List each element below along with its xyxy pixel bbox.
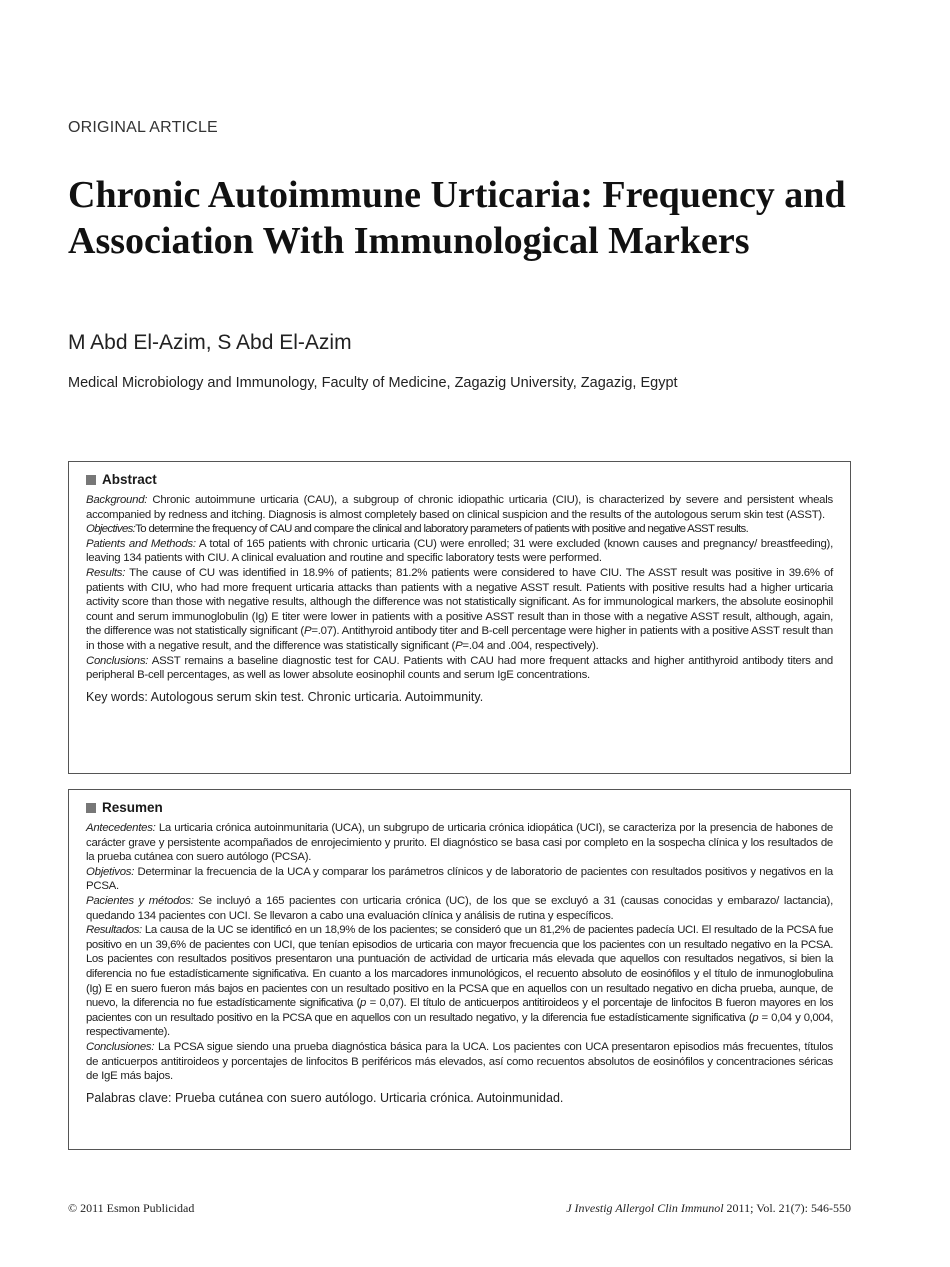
abstract-box [68, 461, 851, 774]
abstract-keywords [86, 689, 833, 705]
footer-citation [566, 1201, 851, 1216]
abstract-keywords-label: Key words: [86, 689, 148, 704]
abstract-conclusions-label: Conclusions: [86, 654, 149, 667]
abstract-methods-text: A total of 165 patients with chronic urticaria (CU) were enrolled; 31 were excluded (known causes and pregnancy/ breastfeeding), leaving 134 patients with CIU. A clinical evaluation and routine and specific laboratory tests were performed. [86, 537, 833, 565]
abstract-conclusions-text: ASST remains a baseline diagnostic test for CAU. Patients with CAU had more frequent attacks and higher antithyroid antibody titers and peripheral B-cell percentages, as well as lower absolute eosinophil counts and serum IgE concentrations. [86, 654, 833, 682]
abstract-keywords-text: Autologous serum skin test. Chronic urticaria. Autoimmunity. [150, 689, 484, 704]
resumen-metodos-label: Pacientes y métodos: [86, 894, 194, 907]
abstract-heading [86, 472, 833, 487]
abstract-results-p-1: P [303, 625, 312, 638]
abstract-background-label: Background: [86, 494, 148, 506]
resumen-objetivos-label: Objetivos: [86, 865, 135, 878]
abstract-results-text-1: The cause of CU was identified in 18.9% of patients; 81.2% patients were considered to have CIU. The ASST result was positive in 39.6% of patients with CIU, who had more frequent urticaria attacks than patients with a negative ASST result. Patients with positive results had a higher urticaria activity score than those with negative results, although the difference was not statistically significant. As for immunological markers, the absolute eosinophil count and serum immunoglobulin (Ig) E titer were lower in patients with a positive ASST result than in those with a negative ASST result, although, again, the difference was not statistically significant ( [86, 566, 833, 638]
resumen-resultados-p-2: p [752, 1011, 759, 1024]
resumen-keywords-label: Palabras clave: [86, 1090, 172, 1105]
resumen-conclusiones-label: Conclusiones: [86, 1040, 155, 1053]
resumen-antecedentes-label: Antecedentes: [86, 822, 156, 834]
resumen-objetivos [86, 865, 833, 894]
resumen-keywords [86, 1090, 833, 1106]
resumen-resultados-text-1: La causa de la UC se identificó en un 18,9% de los pacientes; se consideró que un 81,2% de pacientes padecía UCI. El resultado de la PCSA fue positivo en un 39,6% de pacientes con UCI, que tenían episodios de urticaria con mayor frecuencia que los pacientes con un resultado negativo en la PCSA. Los pacientes con resultados positivos presentaron una puntuación de actividad de urticaria más elevada que aquellos con resultados negativos, si bien la diferencia no fue estadísticamente significativa. En cuanto a los marcadores inmunológicos, el recuento absoluto de eosinófilos y el título de inmunoglobulina (Ig) E en suero fueron más bajos en pacientes con un resultado positivo en la PCSA que en aquellos con un resultado negativo en dicha prueba, aunque, de nuevo, la diferencia no fue estadísticamente significativa ( [86, 924, 834, 1010]
footer-journal-name: J Investig Allergol Clin Immunol [566, 1201, 724, 1215]
resumen-conclusiones [86, 1040, 833, 1084]
resumen-heading-text: Resumen [102, 800, 163, 815]
abstract-results-p-2: P [455, 639, 463, 652]
resumen-antecedentes-text: La urticaria crónica autoinmunitaria (UCA), un subgrupo de urticaria crónica idiopática (UCI), se caracteriza por la presencia de habones de carácter grave y persistente acompañados de enrojecimiento y prurito. El diagnóstico se basa casi por completo en la sospecha clínica y los resultados de la prueba cutánea con suero autólogo (PCSA). [86, 822, 834, 864]
resumen-box [68, 789, 851, 1150]
resumen-antecedentes [86, 821, 833, 865]
resumen-objetivos-text: Determinar la frecuencia de la UCA y comparar los parámetros clínicos y de laboratorio de pacientes con resultados positivos y negativos en la PCSA. [86, 865, 834, 893]
article-affiliation: Medical Microbiology and Immunology, Faculty of Medicine, Zagazig University, Zagazig, Egypt [68, 375, 678, 391]
resumen-resultados-text-3: = 0,04 y 0,004, respectivamente). [86, 1011, 833, 1039]
abstract-results-label: Results: [86, 566, 126, 579]
footer-citation-text: 2011; Vol. 21(7): 546-550 [723, 1201, 851, 1215]
resumen-resultados-text-2: = 0,07). El título de anticuerpos antitiroideos y el porcentaje de linfocitos B fueron mayores en los pacientes con un resultado positivo en la PCSA que en aquellos con un resultado negativo, y la diferencia fue estadísticamente significativa ( [86, 997, 833, 1024]
resumen-metodos [86, 894, 833, 923]
abstract-heading-text: Abstract [102, 472, 157, 487]
resumen-resultados-p-1: p [360, 997, 366, 1010]
abstract-conclusions [86, 654, 833, 683]
article-section-label: ORIGINAL ARTICLE [68, 119, 218, 136]
abstract-objectives [86, 522, 833, 537]
abstract-results-text-2: =.07). Antithyroid antibody titer and B-cell percentage were higher in patients with a positive ASST result than in those with a negative result, and the difference was statistically significant ( [86, 625, 833, 652]
footer-copyright: © 2011 Esmon Publicidad [68, 1201, 195, 1215]
abstract-background [86, 493, 833, 522]
abstract-methods-label: Patients and Methods: [86, 537, 196, 550]
article-authors: M Abd El-Azim, S Abd El-Azim [68, 331, 352, 354]
resumen-keywords-text: Prueba cutánea con suero autólogo. Urticaria crónica. Autoinmunidad. [174, 1090, 564, 1105]
abstract-results [86, 566, 833, 654]
resumen-heading [86, 800, 833, 815]
square-bullet-icon [86, 803, 96, 813]
resumen-metodos-text: Se incluyó a 165 pacientes con urticaria crónica (UC), de los que se excluyó a 31 (causas conocidas y embarazo/ lactancia), quedando 134 pacientes con UCI. Se llevaron a cabo una evaluación clínica y análisis de rutina y específicos. [86, 894, 834, 922]
article-title: Chronic Autoimmune Urticaria: Frequency and Association With Immunological Markers [68, 174, 846, 262]
resumen-resultados-label: Resultados: [86, 924, 142, 937]
abstract-background-text: Chronic autoimmune urticaria (CAU), a subgroup of chronic idiopathic urticaria (CIU), is characterized by severe and persistent wheals accompanied by redness and itching. Diagnosis is almost completely based on clinical suspicion and the results of the autologous serum skin test (ASST). [86, 494, 833, 521]
abstract-results-text-3: =.04 and .004, respectively). [462, 639, 599, 652]
abstract-methods [86, 537, 833, 566]
square-bullet-icon [86, 475, 96, 485]
resumen-resultados [86, 923, 833, 1040]
resumen-conclusiones-text: La PCSA sigue siendo una prueba diagnóstica básica para la UCA. Los pacientes con UCA presentaron episodios más frecuentes, títulos de anticuerpos antitiroideos y porcentajes de linfocitos B periféricos más elevados, así como recuentos absolutos de eosinófilos y concentraciones séricas de IgE más bajos. [86, 1040, 834, 1083]
abstract-objectives-label: Objectives: [86, 523, 136, 536]
abstract-objectives-text: To determine the frequency of CAU and compare the clinical and laboratory parameters of patients with positive and negative ASST results. [135, 523, 749, 536]
